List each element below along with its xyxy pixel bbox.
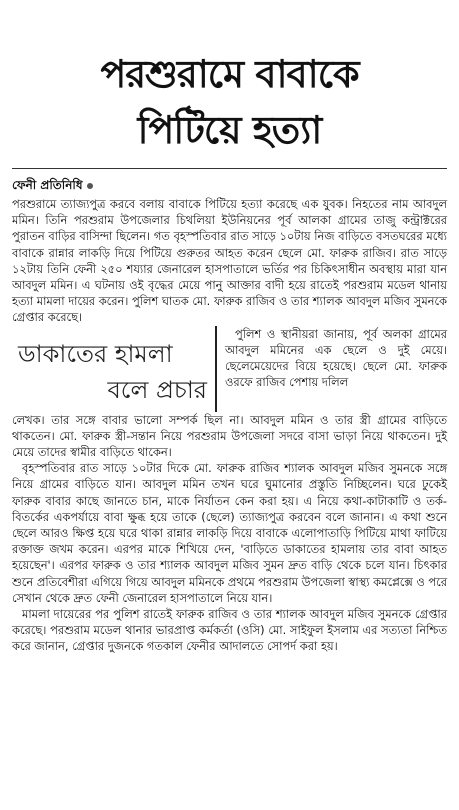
side-column: [225, 326, 447, 412]
byline-text: ফেনী প্রতিনিধি: [12, 178, 83, 192]
paragraph-2-continued: লেখক। তার সঙ্গে বাবার ভালো সম্পর্ক ছিল না। আবদুল মমিন ও তার স্ত্রী গ্রামের বাড়িতে থাকতেন। মো. ফারুক স্ত্রী-সন্তান নিয়ে পরশুরাম উপজেলা সদরে বাসা ভাড়া নিয়ে থাকতেন। দুই মেয়ে তাদের স্বামীর বাড়িতে থাকেন।: [12, 412, 447, 460]
pull-quote: [12, 326, 217, 412]
pullquote-section: [12, 326, 447, 412]
byline: [12, 177, 447, 194]
headline-rule: [12, 168, 447, 169]
pull-quote-line-2: বলে প্রচার: [107, 375, 207, 404]
headline-line-1: পরশুরামে বাবাকে: [100, 52, 359, 96]
paragraph-3: বৃহস্পতিবার রাত সাড়ে ১০টার দিকে মো. ফারুক রাজিব শ্যালক আবদুল মজিব সুমনকে সঙ্গে নিয়ে গ্রামের বাড়িতে যান। আবদুল মমিন তখন ঘরে ঘুমানোর প্রস্তুতি নিচ্ছিলেন। ঘরে ঢুকেই ফারুক বাবার কাছে জানতে চান, মাকে নির্যাতন কেন করা হয়। এ নিয়ে কথা-কাটাকাটি ও তর্ক-বিতর্কের একপর্যায়ে বাবা ক্ষুব্ধ হয়ে তাকে (ছেলে) ত্যাজ্যপুত্র করবেন বলে জানান। এ কথা শুনে ছেলে আরও ক্ষিপ্ত হয়ে ঘরে থাকা রান্নার লাকড়ি দিয়ে বাবাকে এলোপাতাড়ি পিটিয়ে মাথা ফাটিয়ে রক্তাক্ত জখম করেন। এরপর মাকে শিখিয়ে দেন, 'বাড়িতে ডাকাতের হামলায় তার বাবা আহত হয়েছেন'। এরপর ফারুক ও তার শ্যালক আবদুল মজিব সুমন দ্রুত বাড়ি থেকে চলে যান। চিৎকার শুনে প্রতিবেশীরা এগিয়ে গিয়ে আবদুল মমিনকে প্রথমে পরশুরাম উপজেলা স্বাস্থ্য কমপ্লেক্সে ও পরে সেখান থেকে দ্রুত ফেনী জেনারেল হাসপাতালে নিয়ে যান।: [12, 461, 447, 605]
paragraph-4: মামলা দায়েরের পর পুলিশ রাতেই ফারুক রাজিব ও তার শ্যালক আবদুল মজিব সুমনকে গ্রেপ্তার করেছে। পরশুরাম মডেল থানার ভারপ্রাপ্ত কর্মকর্তা (ওসি) মো. সাইফুল ইসলাম এর সত্যতা নিশ্চিত করে জানান, গ্রেপ্তার দুজনকে গতকাল ফেনীর আদালতে সোপর্দ করা হয়।: [12, 607, 447, 654]
bullet-icon: [87, 183, 93, 189]
pull-quote-line-1: ডাকাতের হামলা: [18, 339, 173, 368]
headline-line-2: পিটিয়ে হত্যা: [137, 108, 322, 152]
article-body: [12, 196, 447, 655]
side-paragraph: পুলিশ ও স্থানীয়রা জানায়, পূর্ব অলকা গ্রামের আবদুল মমিনের এক ছেলে ও দুই মেয়ে। ছেলেমেয়েদের বিয়ে হয়েছে। ছেলে মো. ফারুক ওরফে রাজিব পেশায় দলিল: [225, 326, 447, 390]
paragraph-1: পরশুরামে ত্যাজ্যপুত্র করবে বলায় বাবাকে পিটিয়ে হত্যা করেছে এক যুবক। নিহতের নাম আবদুল মমিন। তিনি পরশুরাম উপজেলার চিথলিয়া ইউনিয়নের পূর্ব আলকা গ্রামের তাজু কন্ট্রাক্টরের পুরাতন বাড়ির বাসিন্দা ছিলেন। গত বৃহস্পতিবার রাত সাড়ে ১০টায় নিজ বাড়িতে বসতঘরের মধ্যে বাবাকে রান্নার লাকড়ি দিয়ে পিটিয়ে গুরুতর আহত করেন ছেলে মো. ফারুক রাজিব। রাত সাড়ে ১২টায় তিনি ফেনী ২৫০ শয্যার জেনারেল হাসপাতালে ভর্তির পর চিকিৎসাধীন অবস্থায় মারা যান আবদুল মমিন। এ ঘটনায় ওই বৃদ্ধের মেয়ে পানু আক্তার বাদী হয়ে রাতেই পরশুরাম মডেল থানায় হত্যা মামলা দায়ের করেন। পুলিশ ঘাতক মো. ফারুক রাজিব ও তার শ্যালক আবদুল মজিব সুমনকে গ্রেপ্তার করেছে।: [12, 197, 447, 325]
